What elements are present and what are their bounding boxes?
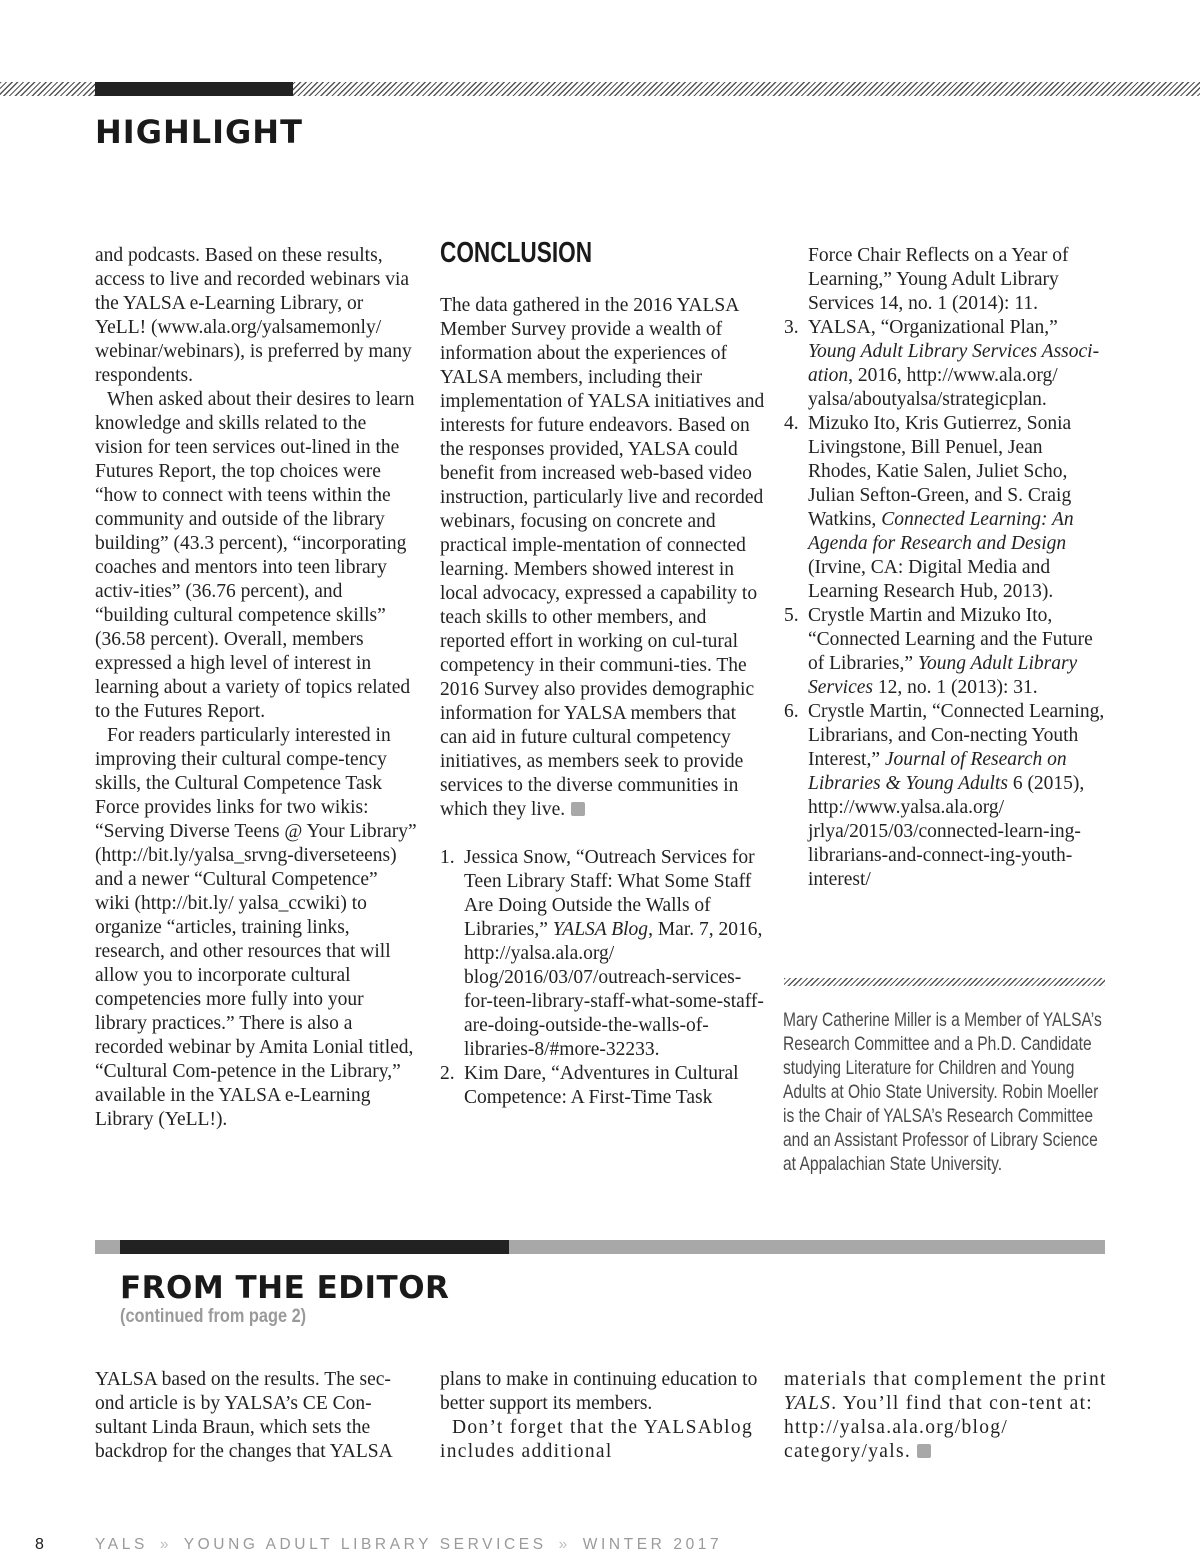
- separator-icon: »: [558, 1536, 571, 1553]
- endnote-number: 2.: [440, 1063, 455, 1084]
- endnote-title: Connected Learning: An Agenda for Research and Design: [808, 509, 1074, 554]
- endnote-text: Crystle Martin and Mizuko Ito, “Connected Learning and the Future of Libraries,”: [808, 605, 1093, 674]
- endnote-title: YALSA Blog: [552, 919, 649, 940]
- endnote-6: [784, 700, 1110, 892]
- endnote-text: Kim Dare, “Adventures in Cultural Competence: A First-Time Task: [464, 1063, 739, 1108]
- endnote-text: (Irvine, CA: Digital Media and Learning Research Hub, 2013).: [808, 557, 1054, 602]
- endnote-1: [440, 846, 766, 1062]
- endnote-3: [784, 316, 1110, 412]
- endnotes-list-continued: [784, 244, 1110, 892]
- endnote-text: 12, no. 1 (2013): 31.: [872, 677, 1038, 698]
- column-2: [440, 236, 766, 1110]
- endnote-5: [784, 604, 1110, 700]
- endnote-number: 1.: [440, 847, 455, 868]
- endnote-number: 6.: [784, 701, 799, 722]
- paragraph: [784, 1368, 1110, 1464]
- endnote-text: YALSA, “Organizational Plan,”: [808, 317, 1058, 338]
- endnote-title: Journal of Research on Libraries & Young Adults: [808, 749, 1067, 794]
- endnote-text: , Mar. 7, 2016, http://yalsa.ala.org/ blog/2016/03/07/outreach-services-for-teen-library-staff-what-some-staff-are-doing-outside-the-walls-of-libraries-8/#more-32233.: [464, 919, 764, 1060]
- endnote-text: Jessica Snow, “Outreach Services for Teen Library Staff: What Some Staff Are Doing Outside the Walls of Libraries,”: [464, 847, 755, 940]
- page-footer: [0, 1533, 1200, 1557]
- issue-label: WINTER 2017: [582, 1536, 723, 1553]
- editor-column-1: [95, 1368, 417, 1464]
- endnote-4: [784, 412, 1110, 604]
- paragraph: plans to make in continuing education to better support its members.: [440, 1369, 758, 1414]
- paragraph: YALSA based on the results. The sec-ond article is by YALSA’s CE Con-sultant Linda Braun, which sets the backdrop for the changes that YALSA: [95, 1369, 393, 1462]
- page-number: 8: [35, 1536, 44, 1553]
- paragraph: When asked about their desires to learn knowledge and skills related to the vision for teen services out-lined in the Futures Report, the top choices were “how to connect with teens within the community and outside of the library building” (43.3 percent), “incorporating coaches and mentors into teen library activ-ities” (36.76 percent), and “building cultural competence skills” (36.58 percent). Overall, members expressed a high level of interest in learning about a variety of topics related to the Futures Report.: [95, 389, 415, 722]
- endnote-text: Force Chair Reflects on a Year of Learning,” Young Adult Library Services 14, no. 1 (2014): 11.: [808, 245, 1069, 314]
- top-dark-bar: [95, 82, 293, 96]
- paragraph: and podcasts. Based on these results, access to live and recorded webinars via the YALSA e-Learning Library, or YeLL! (www.ala.org/yalsamemonly/ webinar/webinars), is preferred by many respondents.: [95, 245, 412, 386]
- conclusion-body: [440, 294, 766, 822]
- journal-abbr: YALS: [95, 1536, 148, 1553]
- author-bio: Mary Catherine Miller is a Member of YALSA’s Research Committee and a Ph.D. Candidate studying Literature for Children and Young Adults at Ohio State University. Robin Moeller is the Chair of YALSA’s Research Committee and an Assistant Professor of Library Science at Appalachian State University.: [783, 1009, 1102, 1175]
- endnote-2-continued: [784, 244, 1110, 316]
- endnote-title: Young Adult Library Services: [808, 653, 1078, 698]
- editor-column-2: [440, 1368, 766, 1464]
- endnotes-list: [440, 846, 766, 1110]
- endnote-title: Young Adult Library Services Associ-ation: [808, 341, 1100, 386]
- running-footer: [95, 1533, 722, 1557]
- endnote-text: Mizuko Ito, Kris Gutierrez, Sonia Livingstone, Bill Penuel, Jean Rhodes, Katie Salen, Juliet Scho, Julian Sefton-Green, and S. Craig Watkins,: [808, 413, 1072, 530]
- editor-title: FROM THE EDITOR: [120, 1270, 450, 1306]
- end-of-article-icon: [917, 1444, 931, 1458]
- column-3: [784, 244, 1110, 892]
- end-of-article-icon: [571, 802, 585, 816]
- paragraph: For readers particularly interested in improving their cultural compe-tency skills, the Cultural Competence Task Force provides links for two wikis: “Serving Diverse Teens @ Your Library” (http://bit.ly/yalsa_srvng-diverseteens) and a newer “Cultural Competence” wiki (http://bit.ly/ yalsa_ccwiki) to organize “articles, training links, research, and other resources that will allow you to incorporate cultural competencies more fully into your library practices.” There is also a recorded webinar by Amita Lonial titled, “Cultural Com-petence in the Library,” available in the YALSA e-Learning Library (YeLL!).: [95, 725, 417, 1130]
- endnote-number: 5.: [784, 605, 799, 626]
- conclusion-heading: CONCLUSION: [440, 237, 593, 269]
- endnote-number: 3.: [784, 317, 799, 338]
- endnote-2: [440, 1062, 766, 1110]
- paragraph: Don’t forget that the YALSAblog includes additional: [440, 1417, 753, 1462]
- section-label: HIGHLIGHT: [95, 113, 303, 151]
- endnote-number: 4.: [784, 413, 799, 434]
- editor-text: materials that complement the print: [784, 1369, 1107, 1390]
- journal-title: YALS: [784, 1393, 832, 1414]
- column-1: [95, 244, 417, 1132]
- endnote-text: 6 (2015), http://www.yalsa.ala.org/ jrlya/2015/03/connected-learn-ing-librarians-and-connect-ing-youth-interest/: [808, 773, 1085, 890]
- endnote-text: , 2016, http://www.ala.org/ yalsa/aboutyalsa/strategicplan.: [808, 365, 1058, 410]
- editor-column-3: [784, 1368, 1110, 1464]
- separator-icon: »: [159, 1536, 173, 1553]
- endnote-text: Crystle Martin, “Connected Learning, Librarians, and Con-necting Youth Interest,”: [808, 701, 1105, 770]
- journal-name: YOUNG ADULT LIBRARY SERVICES: [183, 1536, 547, 1553]
- editor-dark-rule: [120, 1240, 509, 1254]
- conclusion-text: The data gathered in the 2016 YALSA Member Survey provide a wealth of information about the experiences of YALSA members, including their implementation of YALSA initiatives and interests for future endeavors. Based on the responses provided, YALSA could benefit from increased web-based video instruction, particularly live and recorded webinars, focusing on concrete and practical imple-mentation of connected learning. Members showed interest in local advocacy, expressed a capability to teach skills to other members, and reported effort in working on cul-tural competency in their communi-ties. The 2016 Survey also provides demographic information for YALSA members that can aid in future cultural competency initiatives, as members seek to provide services to the diverse communities in which they live.: [440, 295, 765, 820]
- bio-hatch-rule: [784, 978, 1105, 986]
- editor-text: . You’ll find that con-tent at: http://yalsa.ala.org/blog/ category/yals.: [784, 1393, 1094, 1462]
- editor-subtitle: (continued from page 2): [120, 1306, 307, 1327]
